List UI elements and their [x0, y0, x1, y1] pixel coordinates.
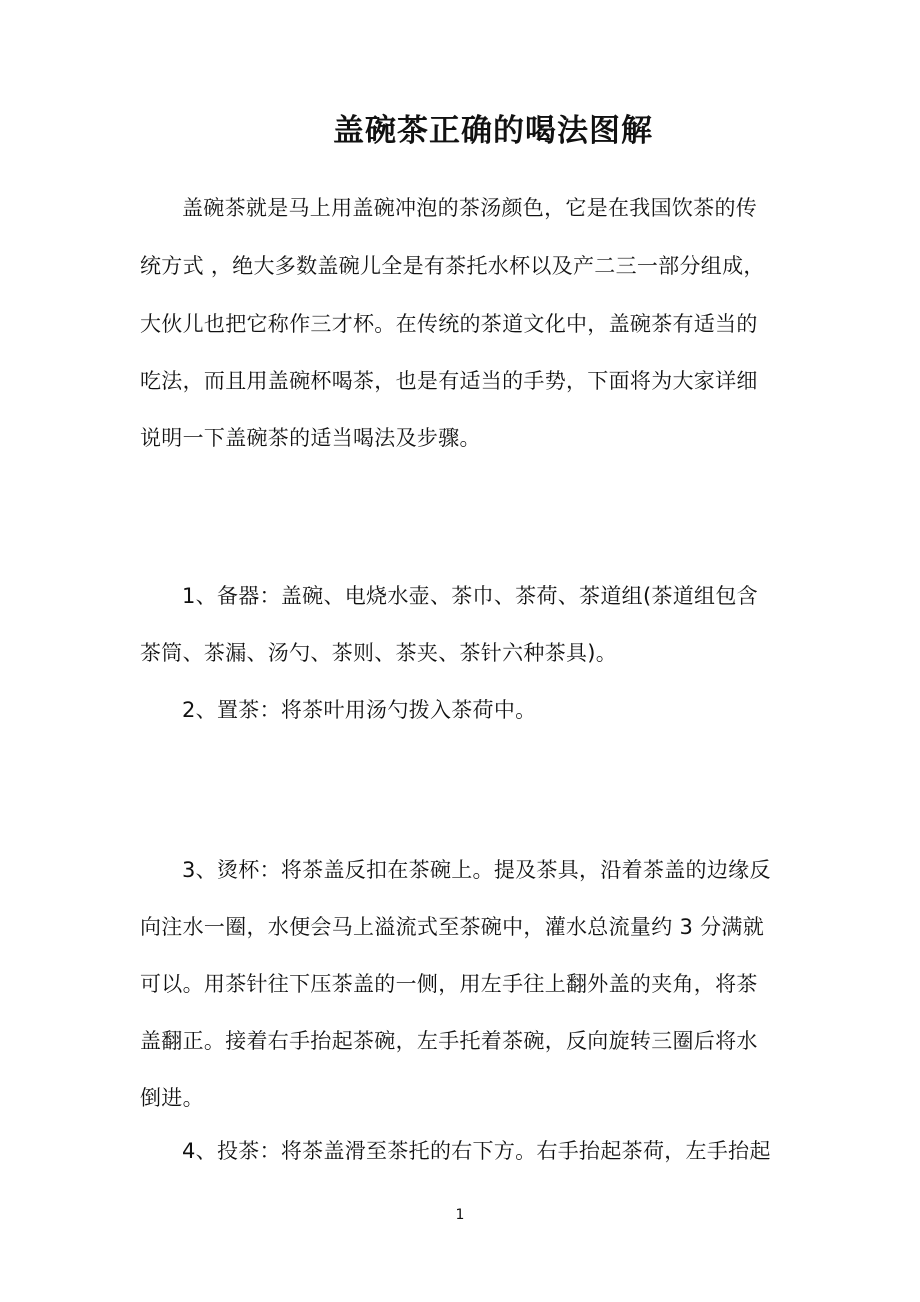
step2-line-1: 2、置茶：将茶叶用汤勺拨入茶荷中。 — [182, 698, 537, 722]
step3-line-4: 盖翻正。接着右手抬起茶碗，左手托着茶碗，反向旋转三圈后将水 — [140, 1029, 758, 1053]
intro-line-1: 盖碗茶就是马上用盖碗冲泡的茶汤颜色，它是在我国饮茶的传 — [182, 196, 758, 220]
step1-line-1: 1、备器：盖碗、电烧水壶、茶巾、茶荷、茶道组(茶道组包含 — [182, 584, 758, 608]
intro-line-4: 吃法，而且用盖碗杯喝茶，也是有适当的手势，下面将为大家详细 — [140, 369, 758, 393]
step3-line-2: 向注水一圈，水便会马上溢流式至茶碗中，灌水总流量约 3 分满就 — [140, 915, 765, 939]
step3-line-1: 3、烫杯：将茶盖反扣在茶碗上。提及茶具，沿着茶盖的边缘反 — [182, 858, 771, 882]
intro-line-5: 说明一下盖碗茶的适当喝法及步骤。 — [140, 426, 481, 450]
step3-line-5: 倒进。 — [140, 1086, 204, 1110]
step1-line-2: 茶筒、茶漏、汤勺、茶则、茶夹、茶针六种茶具)。 — [140, 641, 618, 665]
intro-line-2: 统方式 ，绝大多数盖碗儿全是有茶托水杯以及产二三一部分组成， — [140, 254, 765, 278]
step4-line-1: 4、投茶：将茶盖滑至茶托的右下方。右手抬起茶荷，左手抬起 — [182, 1139, 771, 1163]
step3-line-3: 可以。用茶针往下压茶盖的一侧，用左手往上翻外盖的夹角，将茶 — [140, 972, 758, 996]
intro-line-3: 大伙儿也把它称作三才杯。在传统的茶道文化中，盖碗茶有适当的 — [140, 312, 758, 336]
page-title: 盖碗茶正确的喝法图解 — [333, 113, 653, 149]
page-number: 1 — [455, 1207, 465, 1223]
